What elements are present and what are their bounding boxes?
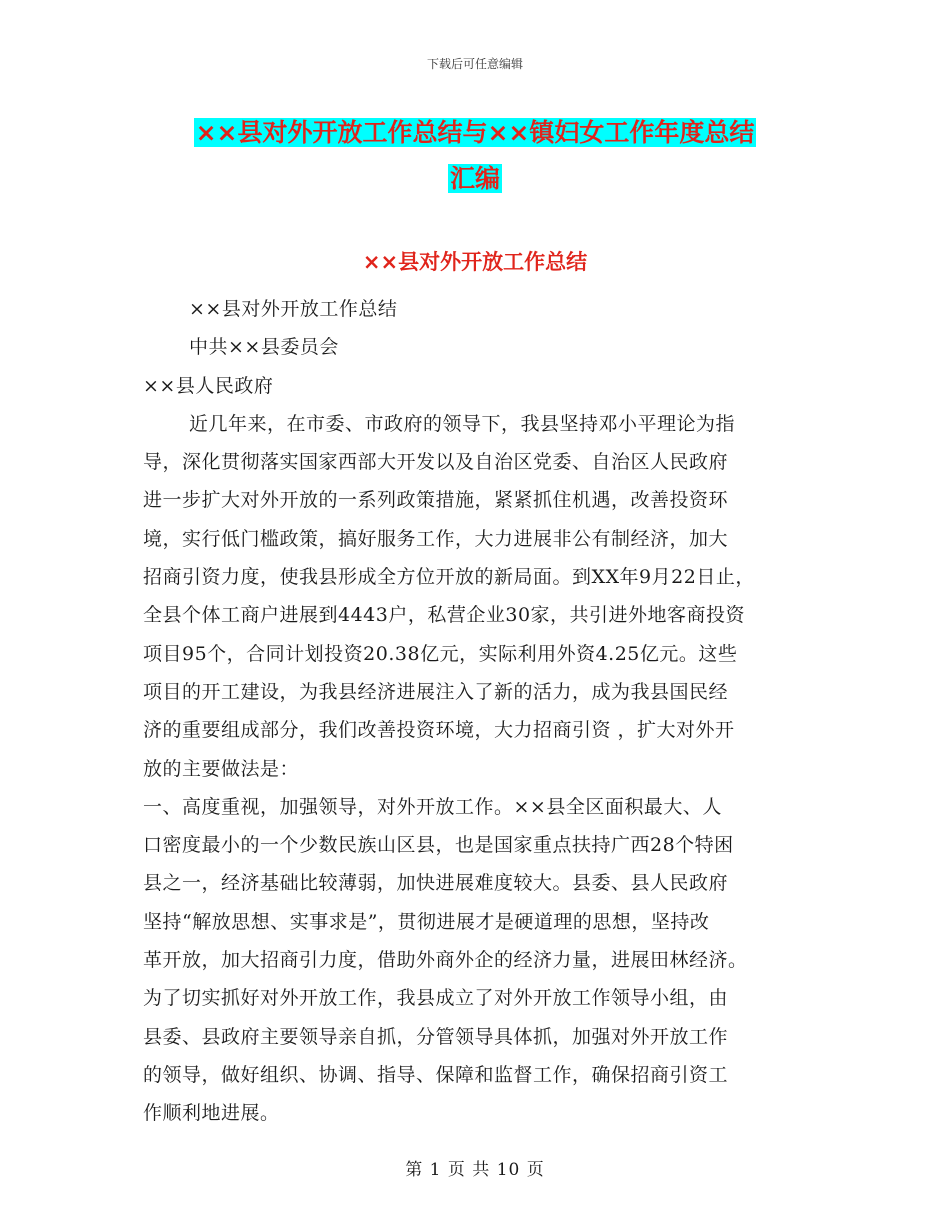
title-line-1: ××县对外开放工作总结与××镇妇女工作年度总结 xyxy=(195,118,755,147)
body-line: 进一步扩大对外开放的一系列政策措施，紧紧抓住机遇，改善投资环 xyxy=(143,489,729,512)
body-line: 县之一，经济基础比较薄弱，加快进展难度较大。县委、县人民政府 xyxy=(143,872,729,895)
document-title xyxy=(0,110,950,202)
section-title: ××县对外开放工作总结 xyxy=(362,250,588,274)
body-line: 境，实行低门槛政策，搞好服务工作，大力进展非公有制经济，加大 xyxy=(143,527,729,550)
body-line: 的领导，做好组织、协调、指导、保障和监督工作，确保招商引资工 xyxy=(143,1063,729,1086)
body-line: 革开放，加大招商引力度，借助外商外企的经济力量，进展田林经济。 xyxy=(143,949,748,972)
body-line: 导，深化贯彻落实国家西部大开发以及自治区党委、自治区人民政府 xyxy=(143,451,729,474)
body-line: 全县个体工商户进展到4443户，私营企业30家，共引进外地客商投资 xyxy=(143,604,746,627)
header-note: 下载后可任意编辑 xyxy=(426,57,523,71)
body-line: ××县人民政府 xyxy=(143,374,274,397)
body-line: 为了切实抓好对外开放工作，我县成立了对外开放工作领导小组，由 xyxy=(143,987,729,1010)
body-line: 项目的开工建设，为我县经济进展注入了新的活力，成为我县国民经 xyxy=(143,680,729,703)
body-line: 近几年来，在市委、市政府的领导下，我县坚持邓小平理论为指 xyxy=(189,412,736,435)
body-line: 济的重要组成部分，我们改善投资环境，大力招商引资 ，扩大对外开 xyxy=(143,719,735,742)
body-line: 坚持“解放思想、实事求是”，贯彻进展才是硬道理的思想，坚持改 xyxy=(143,910,710,933)
body-line: 县委、县政府主要领导亲自抓，分管领导具体抓，加强对外开放工作 xyxy=(143,1025,729,1048)
body-line: 一、高度重视，加强领导，对外开放工作。××县全区面积最大、人 xyxy=(143,795,722,818)
body-line: 项目95个，合同计划投资20.38亿元，实际利用外资4.25亿元。这些 xyxy=(143,642,738,665)
body-line: 放的主要做法是： xyxy=(143,757,300,780)
body-line: 招商引资力度，使我县形成全方位开放的新局面。到XX年9月22日止， xyxy=(143,566,755,589)
body-line: 中共××县委员会 xyxy=(189,336,339,359)
title-line-2: 汇编 xyxy=(449,164,500,193)
body-line: 作顺利地进展。 xyxy=(143,1102,280,1125)
page-footer: 第 1 页 共 10 页 xyxy=(405,1160,545,1180)
body-line: 口密度最小的一个少数民族山区县，也是国家重点扶持广西28个特困 xyxy=(143,834,734,857)
document-body xyxy=(143,290,823,1133)
body-line: ××县对外开放工作总结 xyxy=(189,298,398,320)
